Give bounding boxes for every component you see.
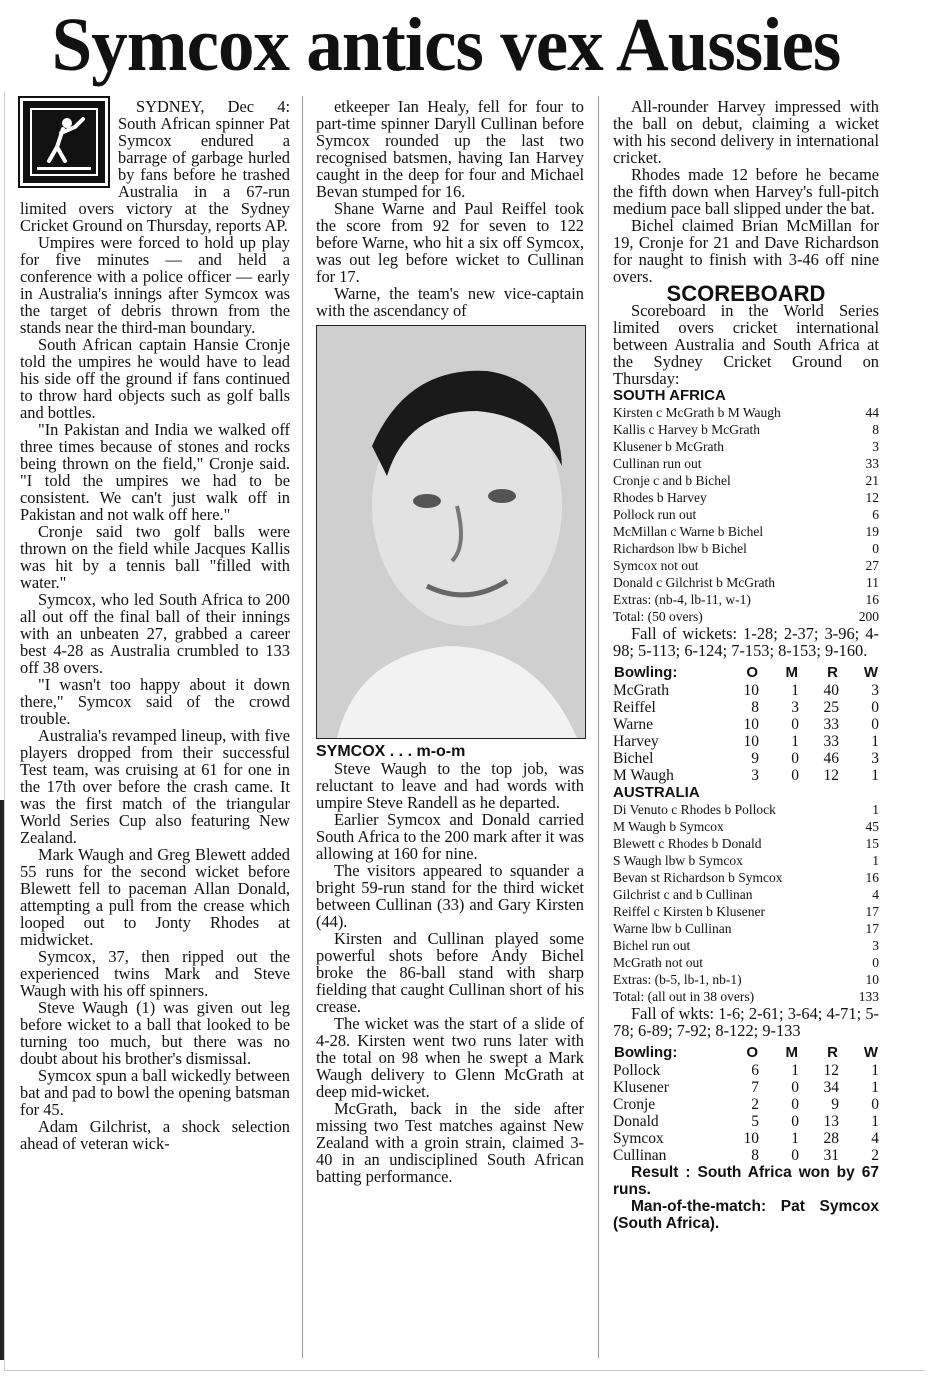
batting-row (613, 937, 879, 954)
bowling-row (613, 1096, 879, 1113)
headline: Symcox antics vex Aussies (51, 3, 841, 87)
bowler-name: Pollock (613, 1062, 661, 1079)
bowling-figure: 46 (823, 750, 839, 767)
article-column-2 (316, 98, 584, 1185)
bowling-column-header: R (827, 1044, 838, 1061)
batsman-entry: Gilchrist c and b Cullinan (613, 887, 753, 902)
south-africa-bowling-table (613, 1043, 879, 1164)
bowling-row (613, 750, 879, 767)
batting-row (613, 540, 879, 557)
article-paragraph: Rhodes made 12 before he became the fifth down when Harvey's full-pitch medium pace ball slipped under the bat. (613, 165, 879, 218)
south-africa-heading: SOUTH AFRICA (613, 387, 726, 404)
bowler-name: Klusener (613, 1079, 669, 1096)
bowling-figure: 34 (823, 1079, 839, 1096)
bowling-column-header: R (827, 664, 838, 681)
bowling-figure: 1 (871, 767, 879, 784)
runs: 11 (866, 575, 879, 590)
batting-row (613, 591, 879, 608)
article-paragraph: etkeeper Ian Healy, fell for four to part-time spinner Daryll Cullinan before Symcox rounded up the last two recognised batsmen, having Ian Harvey caught in the deep for four and Michael Bevan stumped for 16. (316, 97, 584, 201)
bowling-row (613, 699, 879, 716)
article-paragraph: Symcox, 37, then ripped out the experienced twins Mark and Steve Waugh with his off spinners. (20, 947, 290, 1000)
article-paragraph: The visitors appeared to squander a bright 59-run stand for the third wicket between Cullinan (33) and Gary Kirsten (44). (316, 861, 584, 931)
batting-row (613, 835, 879, 852)
bowling-figure: 3 (751, 767, 759, 784)
batting-row (613, 489, 879, 506)
batting-row (613, 421, 879, 438)
bowling-column-header: W (863, 664, 878, 681)
bowling-figure: 3 (871, 750, 879, 767)
article-paragraph: Kirsten and Cullinan played some powerful shots before Andy Bichel broke the 86-ball stand with sharp fielding that caught Cullinan short of his crease. (316, 929, 584, 1016)
batsman-entry: Donald c Gilchrist b McGrath (613, 575, 775, 590)
bowling-row (613, 1130, 879, 1147)
bowling-figure: 10 (743, 1130, 759, 1147)
runs: 17 (865, 904, 879, 919)
bowling-figure: 3 (871, 682, 879, 699)
batsman-entry: Symcox not out (613, 558, 699, 573)
australia-batting-table (613, 801, 879, 1005)
match-result: Result : South Africa won by 67 runs. (613, 1164, 879, 1198)
batting-row (613, 988, 879, 1005)
bowling-figure: 10 (743, 733, 759, 750)
article-paragraph: Symcox, who led South Africa to 200 all out off the final ball of their innings with an unbeaten 27, grabbed a career best 4-28 as Australia crumbled to 133 off 38 overs. (20, 590, 290, 677)
batting-row (613, 472, 879, 489)
bowling-figure: 0 (791, 1113, 799, 1130)
bowling-row (613, 1062, 879, 1079)
bowling-column-header: M (785, 664, 798, 681)
article-paragraph: Shane Warne and Paul Reiffel took the score from 92 for seven to 122 before Warne, who hit a six off Symcox, was out leg before wicket to Cullinan for 17. (316, 199, 584, 286)
runs: 12 (865, 490, 879, 505)
runs: 8 (872, 422, 879, 437)
bowling-figure: 4 (871, 1130, 879, 1147)
runs: 0 (872, 955, 879, 970)
bowling-column-header: W (863, 1044, 878, 1061)
article-paragraph: Australia's revamped lineup, with five players dropped from their successful Test team, was cruising at 61 for one in the 17th over before the crash came. It was the first match of the triangular World Series Cup also featuring New Zealand. (20, 726, 290, 847)
australia-heading: AUSTRALIA (613, 784, 700, 801)
batsman-entry: Klusener b McGrath (613, 439, 724, 454)
bowling-figure: 1 (871, 733, 879, 750)
column-divider (302, 96, 303, 1358)
batting-row (613, 818, 879, 835)
bowler-name: Warne (613, 716, 654, 733)
bowling-figure: 1 (871, 1062, 879, 1079)
column-divider (598, 96, 599, 1358)
batsman-entry: Bichel run out (613, 938, 691, 953)
bowling-label: Bowling: (614, 1044, 678, 1061)
bowling-figure: 0 (871, 699, 879, 716)
batsman-entry: Warne lbw b Cullinan (613, 921, 732, 936)
australia-bowling-table (613, 663, 879, 784)
bowling-figure: 1 (871, 1079, 879, 1096)
bowling-figure: 0 (871, 1096, 879, 1113)
article-paragraph: SYDNEY, Dec 4: South African spinner Pat Symcox endured a barrage of garbage hurled by fans before he trashed Australia in a 67-run limited overs victory at the Sydney Cricket Ground on Thursday, reports AP. (20, 97, 290, 235)
bowling-figure: 40 (823, 682, 839, 699)
runs: 27 (865, 558, 879, 573)
bowling-figure: 0 (791, 1096, 799, 1113)
batsman-entry: McMillan c Warne b Bichel (613, 524, 764, 539)
bowling-figure: 0 (791, 716, 799, 733)
bowling-figure: 0 (791, 750, 799, 767)
margin-rule (0, 800, 4, 1360)
batting-row (613, 852, 879, 869)
bowling-figure: 31 (823, 1147, 839, 1164)
article-paragraph: Steve Waugh (1) was given out leg before wicket to a ball that looked to be turning too much, but there was no doubt about his brother's dismissal. (20, 998, 290, 1068)
article-paragraph: Mark Waugh and Greg Blewett added 55 runs for the second wicket before Blewett fell to paceman Allan Donald, attempting a pull from the crease which looped out to Jonty Rhodes at midwicket. (20, 845, 290, 949)
photo-caption: SYMCOX . . . m-o-m (316, 743, 466, 760)
australia-fall-of-wickets: Fall of wkts: 1-6; 2-61; 3-64; 4-71; 5-78; 6-89; 7-92; 8-122; 9-133 (613, 1004, 879, 1040)
runs: 3 (872, 439, 879, 454)
batsman-entry: Richardson lbw b Bichel (613, 541, 747, 556)
article-paragraph: "In Pakistan and India we walked off three times because of stones and rocks being thrown on the field," Cronje said. "I told the umpires we had to be consistent. We can't just walk off in Pakistan and not walk off here." (20, 420, 290, 524)
bowling-figure: 8 (751, 1147, 759, 1164)
bowling-column-header: O (746, 664, 758, 681)
bowling-figure: 12 (823, 1062, 839, 1079)
runs: 4 (872, 887, 879, 902)
bowling-row (613, 1113, 879, 1130)
scoreboard-intro: Scoreboard in the World Series limited overs cricket international between Australia and South Africa at the Sydney Cricket Ground on Thursday: (613, 301, 879, 388)
bowling-label: Bowling: (614, 664, 678, 681)
batsman-entry: Di Venuto c Rhodes b Pollock (613, 802, 776, 817)
batting-row (613, 455, 879, 472)
cricket-player-logo-icon (20, 98, 108, 186)
article-column-1 (20, 98, 290, 1152)
bowling-figure: 0 (791, 767, 799, 784)
bowling-row (613, 716, 879, 733)
bowling-row (613, 733, 879, 750)
bowling-figure: 12 (823, 767, 839, 784)
article-paragraph: Warne, the team's new vice-captain with the ascendancy of (316, 284, 584, 320)
bowling-figure: 6 (751, 1062, 759, 1079)
bowling-figure: 1 (791, 733, 799, 750)
article-paragraph: Steve Waugh to the top job, was reluctant to leave and had words with umpire Steve Randell as he departed. (316, 759, 584, 812)
bowling-row (613, 1147, 879, 1164)
batsman-entry: Pollock run out (613, 507, 697, 522)
bowling-figure: 9 (751, 750, 759, 767)
batsman-entry: Kallis c Harvey b McGrath (613, 422, 760, 437)
batting-row (613, 506, 879, 523)
runs: 15 (865, 836, 879, 851)
runs: 0 (872, 541, 879, 556)
batsman-entry: Rhodes b Harvey (613, 490, 707, 505)
bowling-figure: 0 (871, 716, 879, 733)
batting-row (613, 886, 879, 903)
runs: 19 (865, 524, 879, 539)
batsman-entry: Extras: (nb-4, lb-11, w-1) (613, 592, 751, 607)
bowling-figure: 0 (791, 1147, 799, 1164)
runs: 1 (872, 802, 879, 817)
bowling-figure: 5 (751, 1113, 759, 1130)
bowler-name: Cullinan (613, 1147, 667, 1164)
bowling-figure: 28 (823, 1130, 839, 1147)
bowling-figure: 2 (751, 1096, 759, 1113)
bowler-name: Bichel (613, 750, 654, 767)
bowling-row (613, 1079, 879, 1096)
south-africa-fall-of-wickets: Fall of wickets: 1-28; 2-37; 3-96; 4-98; 5-113; 6-124; 7-153; 8-153; 9-160. (613, 624, 879, 660)
batting-row (613, 903, 879, 920)
runs: 21 (865, 473, 879, 488)
batting-row (613, 574, 879, 591)
scoreboard-title: SCOREBOARD (666, 281, 826, 306)
batsman-entry: Bevan st Richardson b Symcox (613, 870, 783, 885)
batsman-entry: Cronje c and b Bichel (613, 473, 731, 488)
bowling-figure: 33 (823, 716, 839, 733)
batsman-entry: Reiffel c Kirsten b Klusener (613, 904, 765, 919)
man-of-the-match: Man-of-the-match: Pat Symcox (South Africa). (613, 1198, 879, 1232)
runs: 33 (865, 456, 879, 471)
bowling-figure: 1 (791, 1130, 799, 1147)
batsman-entry: Kirsten c McGrath b M Waugh (613, 405, 781, 420)
bowling-figure: 8 (751, 699, 759, 716)
bowling-figure: 10 (743, 682, 759, 699)
article-paragraph: Bichel claimed Brian McMillan for 19, Cronje for 21 and Dave Richardson for naught to finish with 3-46 off nine overs. (613, 216, 879, 286)
batting-row (613, 557, 879, 574)
batting-row (613, 869, 879, 886)
article-paragraph: The wicket was the start of a slide of 4-28. Kirsten went two runs later with the total on 98 when he swept a Mark Waugh delivery to Glenn McGrath at deep mid-wicket. (316, 1014, 584, 1101)
bowling-figure: 3 (791, 699, 799, 716)
bowling-figure: 0 (791, 1079, 799, 1096)
runs: 1 (872, 853, 879, 868)
article-paragraph: "I wasn't too happy about it down there," Symcox said of the crowd trouble. (20, 675, 290, 728)
batting-row (613, 608, 879, 625)
batsman-entry: M Waugh b Symcox (613, 819, 724, 834)
runs: 200 (858, 609, 879, 624)
bowling-figure: 1 (791, 682, 799, 699)
batsman-entry: Blewett c Rhodes b Donald (613, 836, 762, 851)
bowler-name: M Waugh (613, 767, 674, 784)
article-column-3 (613, 98, 879, 1232)
south-africa-batting-table (613, 404, 879, 625)
bowler-name: Harvey (613, 733, 659, 750)
runs: 16 (865, 870, 879, 885)
batsman-entry: Extras: (b-5, lb-1, nb-1) (613, 972, 742, 987)
runs: 10 (865, 972, 879, 987)
runs: 3 (872, 938, 879, 953)
bowler-name: Symcox (613, 1130, 664, 1147)
bowling-header-row (613, 663, 879, 682)
bowling-column-header: M (785, 1044, 798, 1061)
runs: 133 (858, 989, 879, 1004)
article-paragraph: Adam Gilchrist, a shock selection ahead of veteran wick- (20, 1117, 290, 1153)
runs: 44 (865, 405, 879, 420)
article-paragraph: Umpires were forced to hold up play for five minutes — and held a conference with a police officer — early in Australia's innings after Symcox was the target of debris thrown from the stands near the third-man boundary. (20, 233, 290, 337)
batsman-entry: McGrath not out (613, 955, 703, 970)
batting-row (613, 404, 879, 421)
article-paragraph: Symcox spun a ball wickedly between bat and pad to bowl the opening batsman for 45. (20, 1066, 290, 1119)
bowling-figure: 2 (871, 1147, 879, 1164)
batting-row (613, 954, 879, 971)
article-paragraph: South African captain Hansie Cronje told the umpires he would have to lead his side off the ground if fans continued to throw hard objects such as golf balls and bottles. (20, 335, 290, 422)
batting-row (613, 438, 879, 455)
article-paragraph: Earlier Symcox and Donald carried South Africa to the 200 mark after it was allowing at 160 for nine. (316, 810, 584, 863)
bowling-figure: 1 (871, 1113, 879, 1130)
bowling-row (613, 767, 879, 784)
bowling-figure: 10 (743, 716, 759, 733)
batting-row (613, 801, 879, 818)
bowling-figure: 13 (823, 1113, 839, 1130)
bowling-figure: 9 (831, 1096, 839, 1113)
symcox-photo (316, 325, 586, 739)
batting-row (613, 920, 879, 937)
bowler-name: Reiffel (613, 699, 656, 716)
batsman-entry: S Waugh lbw b Symcox (613, 853, 743, 868)
batting-row (613, 523, 879, 540)
runs: 16 (865, 592, 879, 607)
bowler-name: Donald (613, 1113, 659, 1130)
batting-row (613, 971, 879, 988)
bowling-row (613, 682, 879, 699)
runs: 45 (865, 819, 879, 834)
runs: 17 (865, 921, 879, 936)
bowling-header-row (613, 1043, 879, 1062)
bowling-figure: 1 (791, 1062, 799, 1079)
article-paragraph: McGrath, back in the side after missing two Test matches against New Zealand with a groin strain, claimed 3-40 in an undisciplined South African batting performance. (316, 1099, 584, 1186)
bowling-figure: 7 (751, 1079, 759, 1096)
runs: 6 (872, 507, 879, 522)
article-paragraph: All-rounder Harvey impressed with the ball on debut, claiming a wicket with his second delivery in international cricket. (613, 97, 879, 167)
bowler-name: McGrath (613, 682, 669, 699)
bowling-figure: 33 (823, 733, 839, 750)
bowler-name: Cronje (613, 1096, 656, 1113)
batsman-entry: Total: (all out in 38 overs) (613, 989, 755, 1004)
bowling-figure: 25 (823, 699, 839, 716)
batsman-entry: Total: (50 overs) (613, 609, 703, 624)
article-paragraph: Cronje said two golf balls were thrown on the field while Jacques Kallis was hit by a tennis ball "filled with water." (20, 522, 290, 592)
bowling-column-header: O (746, 1044, 758, 1061)
batsman-entry: Cullinan run out (613, 456, 702, 471)
